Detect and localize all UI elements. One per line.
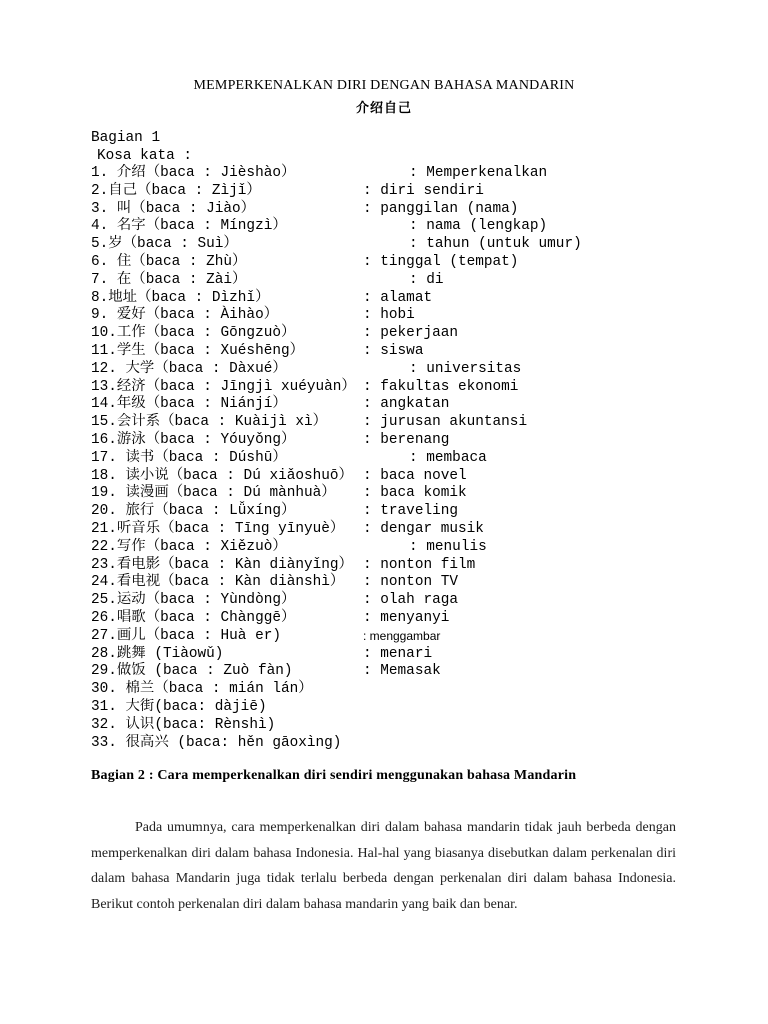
vocab-term: 15.会计系（baca : Kuàijì xì）: [91, 414, 328, 431]
vocab-row: [0, 236, 768, 254]
vocab-row: [0, 343, 768, 361]
document-title: MEMPERKENALKAN DIRI DENGAN BAHASA MANDARIN: [193, 78, 575, 93]
vocab-meaning: : di: [409, 271, 444, 288]
vocab-row: [0, 592, 768, 610]
vocab-term: 28.跳舞 (Tiàowǔ): [91, 645, 224, 662]
vocab-term: 32. 认识(baca: Rènshì): [91, 716, 276, 733]
vocab-term: 1. 介绍（baca : Jièshào）: [91, 165, 296, 181]
vocab-term: 12. 大学（baca : Dàxué）: [91, 360, 287, 377]
vocab-row: [0, 201, 768, 219]
intro-paragraph: Pada umumnya, cara memperkenalkan diri dalam bahasa mandarin tidak jauh berbeda dengan memperkenalkan diri dalam bahasa Indonesia. Hal-hal yang biasanya disebutkan dalam perkenalan diri dalam bahasa Mandarin juga tidak terlalu berbeda dengan perkenalan diri dalam bahasa Indonesia. Berikut contoh perkenalan diri dalam bahasa mandarin yang baik dan benar.: [91, 820, 676, 912]
vocab-meaning: : menggambar: [363, 628, 441, 643]
vocab-row: [0, 183, 768, 201]
vocab-meaning: : berenang: [363, 431, 450, 448]
vocab-meaning: : baca komik: [363, 485, 467, 502]
vocab-meaning: : nonton TV: [363, 574, 458, 591]
vocab-list: [0, 165, 768, 752]
vocab-term: 16.游泳（baca : Yóuyǒng）: [91, 431, 296, 448]
vocab-term: 2.自己（baca : Zìjǐ）: [91, 182, 261, 199]
vocab-row: [0, 735, 768, 753]
vocab-meaning: : nama (lengkap): [409, 218, 548, 235]
vocab-term: 21.听音乐（baca : Tīng yīnyuè）: [91, 520, 345, 537]
vocab-row: [0, 503, 768, 521]
vocab-row: [0, 628, 768, 646]
vocab-row: [0, 574, 768, 592]
kosa-kata-label: Kosa kata :: [97, 148, 192, 164]
vocab-term: 10.工作（baca : Gōngzuò）: [91, 325, 296, 342]
vocab-meaning: : membaca: [409, 449, 487, 466]
vocab-meaning: : nonton film: [363, 556, 476, 573]
vocab-row: [0, 646, 768, 664]
vocab-meaning: : tahun (untuk umur): [409, 236, 582, 253]
vocab-row: [0, 539, 768, 557]
vocab-row: [0, 521, 768, 539]
vocab-row: [0, 610, 768, 628]
vocab-meaning: : olah raga: [363, 592, 458, 609]
vocab-term: 23.看电影（baca : Kàn diànyǐng）: [91, 556, 353, 573]
vocab-meaning: : alamat: [363, 289, 433, 306]
vocab-term: 18. 读小说（baca : Dú xiǎoshuō）: [91, 467, 353, 484]
vocab-term: 17. 读书（baca : Dúshū）: [91, 449, 287, 466]
vocab-row: [0, 165, 768, 183]
vocab-row: [0, 218, 768, 236]
vocab-term: 4. 名字（baca : Míngzì）: [91, 218, 287, 235]
vocab-meaning: : baca novel: [363, 467, 467, 484]
vocab-row: [0, 468, 768, 486]
vocab-term: 11.学生（baca : Xuéshēng）: [91, 342, 305, 359]
vocab-row: [0, 699, 768, 717]
vocab-row: [0, 557, 768, 575]
vocab-meaning: : angkatan: [363, 396, 450, 413]
vocab-row: [0, 485, 768, 503]
vocab-meaning: : panggilan (nama): [363, 200, 519, 217]
vocab-term: 8.地址（baca : Dìzhǐ）: [91, 289, 270, 306]
vocab-term: 33. 很高兴 (baca: hěn gāoxìng): [91, 734, 342, 751]
vocab-meaning: : menulis: [409, 538, 487, 555]
vocab-row: [0, 717, 768, 735]
vocab-meaning: : diri sendiri: [363, 182, 484, 199]
vocab-meaning: : tinggal (tempat): [363, 253, 519, 270]
vocab-row: [0, 254, 768, 272]
vocab-row: [0, 272, 768, 290]
vocab-row: [0, 325, 768, 343]
vocab-row: [0, 450, 768, 468]
section1-heading: Bagian 1: [91, 130, 161, 146]
section2-heading: Bagian 2 : Cara memperkenalkan diri sendiri menggunakan bahasa Mandarin: [91, 768, 577, 783]
vocab-term: 22.写作（baca : Xiězuò）: [91, 538, 287, 555]
vocab-term: 14.年级（baca : Niánjí）: [91, 396, 287, 413]
vocab-term: 26.唱歌（baca : Chànggē）: [91, 609, 296, 626]
vocab-term: 27.画儿（baca : Huà er): [91, 627, 281, 644]
vocab-row: [0, 414, 768, 432]
vocab-term: 20. 旅行（baca : Lǚxíng）: [91, 503, 296, 520]
vocab-meaning: : dengar musik: [363, 520, 484, 537]
vocab-term: 25.运动（baca : Yùndòng）: [91, 592, 296, 609]
vocab-row: [0, 290, 768, 308]
vocab-term: 31. 大街(baca: dàjiē): [91, 698, 267, 715]
vocab-meaning: : universitas: [409, 360, 522, 377]
vocab-term: 6. 住（baca : Zhù）: [91, 253, 247, 270]
vocab-meaning: : pekerjaan: [363, 325, 458, 342]
vocab-row: [0, 432, 768, 450]
vocab-meaning: : Memperkenalkan: [409, 165, 548, 181]
vocab-row: [0, 379, 768, 397]
vocab-term: 9. 爱好（baca : Àihào）: [91, 307, 279, 324]
vocab-term: 29.做饭 (baca : Zuò fàn): [91, 663, 293, 680]
vocab-row: [0, 681, 768, 699]
vocab-term: 7. 在（baca : Zài）: [91, 271, 247, 288]
vocab-meaning: : jurusan akuntansi: [363, 414, 528, 431]
document-subtitle: 介绍自己: [355, 100, 412, 115]
vocab-term: 30. 棉兰（baca : mián lán）: [91, 681, 313, 698]
vocab-meaning: : hobi: [363, 307, 415, 324]
vocab-meaning: : siswa: [363, 342, 424, 359]
vocab-term: 3. 叫（baca : Jiào）: [91, 200, 256, 217]
vocab-meaning: : traveling: [363, 503, 458, 520]
vocab-meaning: : fakultas ekonomi: [363, 378, 519, 395]
vocab-meaning: : menyanyi: [363, 609, 450, 626]
vocab-term: 24.看电视（baca : Kàn diànshì）: [91, 574, 345, 591]
vocab-row: [0, 396, 768, 414]
vocab-meaning: : menari: [363, 645, 433, 662]
vocab-row: [0, 307, 768, 325]
vocab-row: [0, 663, 768, 681]
vocab-term: 5.岁（baca : Suì）: [91, 236, 238, 253]
vocab-term: 19. 读漫画（baca : Dú mànhuà）: [91, 485, 336, 502]
vocab-term: 13.经济（baca : Jīngjì xuéyuàn）: [91, 378, 356, 395]
vocab-row: [0, 361, 768, 379]
vocab-meaning: : Memasak: [363, 663, 441, 680]
